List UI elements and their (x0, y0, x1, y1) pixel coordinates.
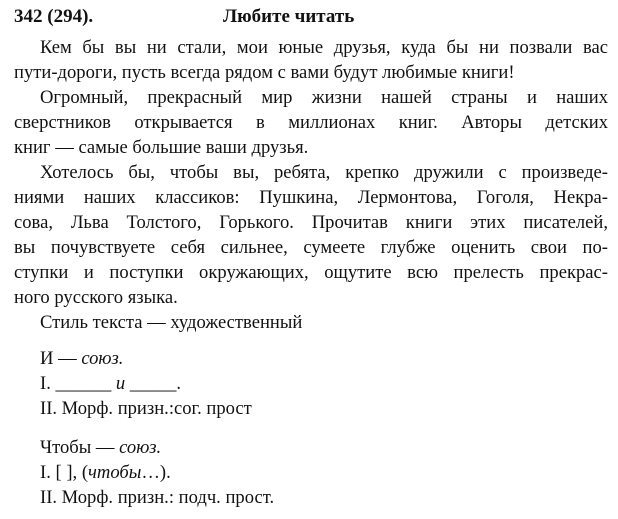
paragraph-3-line-6: ного русского языка. (14, 287, 178, 308)
paragraph-3-line-2: ниями наших классиков: Пушкина, Лермонтова, Гоголя, Некра- (14, 187, 608, 208)
analysis-i-morph: II. Морф. призн.:сог. прост (40, 398, 252, 419)
analysis-chtoby-conj: чтобы (88, 462, 142, 483)
analysis-chtoby-heading (40, 436, 608, 460)
paragraph-3-line-1: Хотелось бы, чтобы вы, ребята, крепко дружили с произведе- (40, 162, 608, 183)
analysis-i-conj: и (111, 373, 130, 394)
paragraph-2-line-1: Огромный, прекрасный мир жизни нашей страны и наших (40, 87, 608, 108)
analysis-chtoby-scheme (40, 461, 608, 485)
paragraph-3-line-4: вы почувствуете себя сильнее, сумеете глубже оценить свои по- (14, 237, 608, 258)
analysis-chtoby-scheme-prefix: I. [ ], ( (40, 462, 89, 483)
analysis-i-scheme-end: . (176, 373, 182, 394)
paragraph-3-line-5: ступки и поступки окружающих, ощутите всю прелесть прекрас- (14, 262, 608, 283)
exercise-title: Любите читать (223, 6, 355, 27)
analysis-i-word: И — (40, 348, 82, 369)
analysis-chtoby-scheme-end: …). (141, 462, 171, 483)
paragraph-1-line-1: Кем бы вы ни стали, мои юные друзья, куда бы ни позвали вас (40, 37, 608, 58)
analysis-i-scheme-prefix: I. (40, 373, 56, 394)
analysis-i-blank-1: ______ (55, 373, 112, 394)
analysis-chtoby-pos: союз. (119, 437, 162, 458)
analysis-i-scheme (40, 372, 608, 396)
paragraph-1-line-2: пути-дороги, пусть всегда рядом с вами будут любимые книги! (14, 62, 515, 83)
paragraph-2-line-3: книг — самые большие ваши друзья. (14, 137, 309, 158)
paragraph-3-line-3: сова, Льва Толстого, Горького. Прочитав книги этих писателей, (14, 212, 608, 233)
analysis-i-heading (40, 347, 608, 371)
exercise-header (14, 6, 604, 34)
exercise-number: 342 (294). (14, 6, 94, 27)
analysis-i-blank-2: _____ (129, 373, 177, 394)
analysis-chtoby-word: Чтобы — (40, 437, 120, 458)
analysis-i-pos: союз. (81, 348, 124, 369)
text-style-line: Стиль текста — художественный (40, 312, 303, 333)
analysis-chtoby-morph: II. Морф. призн.: подч. прост. (40, 487, 275, 508)
paragraph-2-line-2: сверстников открывается в миллионах книг. Авторы детских (14, 112, 608, 133)
